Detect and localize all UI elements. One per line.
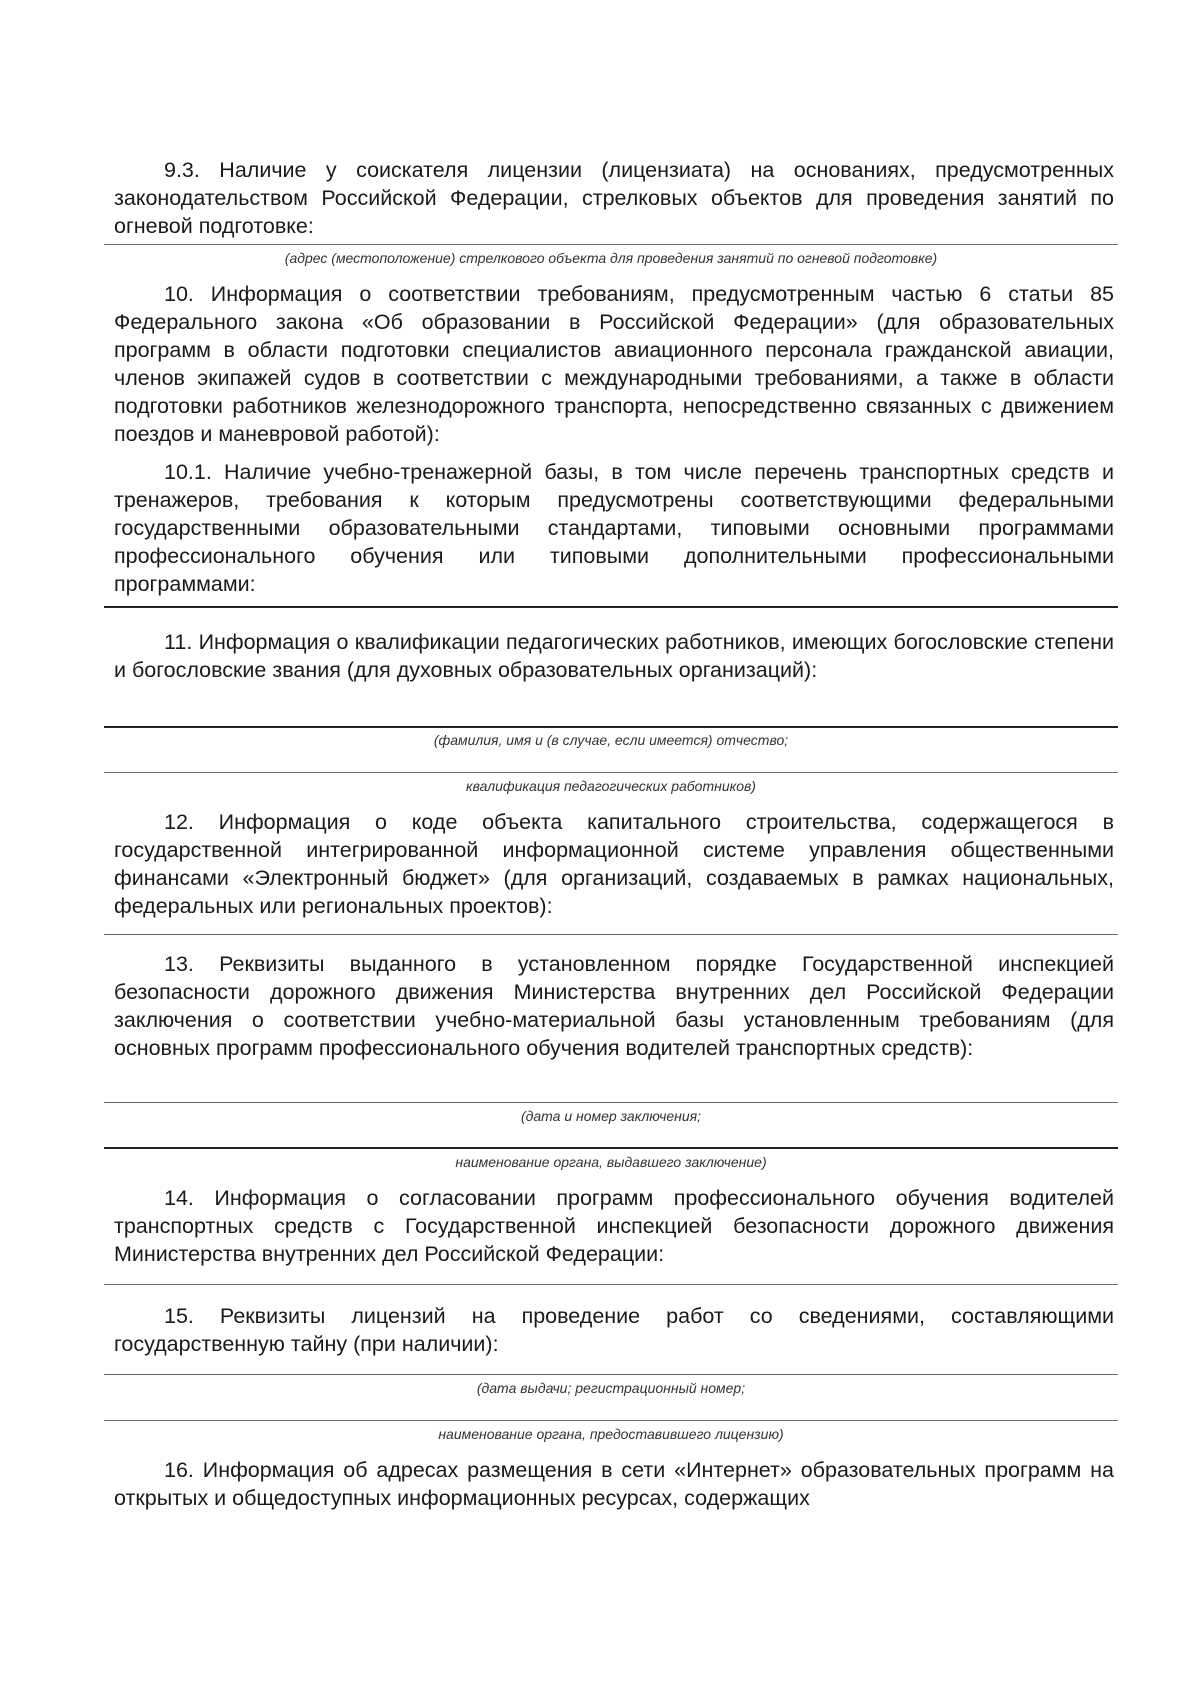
paragraph-9-3: 9.3. Наличие у соискателя лицензии (лицензиата) на основаниях, предусмотренных законодательством Российской Федерации, стрелковых объектов для проведения занятий по огневой подготовке: [114, 158, 1114, 238]
paragraph-10: 10. Информация о соответствии требованиям, предусмотренным частью 6 статьи 85 Федерального закона «Об образовании в Российской Федерации» (для образовательных программ в области подготовки специалистов авиационного персонала гражданской авиации, членов экипажей судов в соответствии с международными требованиями, а также в области подготовки работников железнодорожного транспорта, непосредственно связанных с движением поездов и маневровой работой): [114, 282, 1114, 446]
fill-line [104, 1374, 1118, 1375]
fill-line [104, 934, 1118, 935]
paragraph-14: 14. Информация о согласовании программ профессионального обучения водителей транспортных средств с Государственной инспекцией безопасности дорожного движения Министерства внутренних дел Российской Федерации: [114, 1186, 1114, 1266]
fill-line [104, 1147, 1118, 1149]
fill-line [104, 726, 1118, 728]
field-caption: (дата и номер заключения; [520, 1108, 702, 1124]
fill-line [104, 1420, 1118, 1421]
fill-line [104, 1284, 1118, 1285]
fill-line [104, 244, 1118, 245]
paragraph-16: 16. Информация об адресах размещения в сети «Интернет» образовательных программ на открытых и общедоступных информационных ресурсах, содержащих [114, 1458, 1114, 1510]
fill-line [104, 772, 1118, 773]
field-caption: (адрес (местоположение) стрелкового объекта для проведения занятий по огневой подготовке) [284, 250, 938, 266]
field-caption: (фамилия, имя и (в случае, если имеется) отчество; [433, 732, 789, 748]
field-caption: (дата выдачи; регистрационный номер; [476, 1380, 746, 1396]
fill-line [104, 1102, 1118, 1103]
paragraph-10-1: 10.1. Наличие учебно-тренажерной базы, в том числе перечень транспортных средств и тренажеров, требования к которым предусмотрены соответствующими федеральными государственными образовательными стандартами, типовыми основными программами профессионального обучения или типовыми дополнительными профессиональными программами: [114, 460, 1114, 596]
paragraph-13: 13. Реквизиты выданного в установленном порядке Государственной инспекцией безопасности дорожного движения Министерства внутренних дел Российской Федерации заключения о соответствии учебно-материальной базы установленным требованиям (для основных программ профессионального обучения водителей транспортных средств): [114, 952, 1114, 1060]
field-caption: наименование органа, выдавшего заключение) [455, 1154, 767, 1170]
paragraph-15: 15. Реквизиты лицензий на проведение работ со сведениями, составляющими государственную тайну (при наличии): [114, 1304, 1114, 1356]
paragraph-11: 11. Информация о квалификации педагогических работников, имеющих богословские степени и богословские звания (для духовных образовательных организаций): [114, 630, 1114, 682]
fill-line [104, 606, 1118, 608]
field-caption: квалификация педагогических работников) [466, 778, 756, 794]
paragraph-12: 12. Информация о коде объекта капитального строительства, содержащегося в государственной интегрированной информационной системе управления общественными финансами «Электронный бюджет» (для организаций, создаваемых в рамках национальных, федеральных или региональных проектов): [114, 810, 1114, 918]
field-caption: наименование органа, предоставившего лицензию) [438, 1426, 784, 1442]
